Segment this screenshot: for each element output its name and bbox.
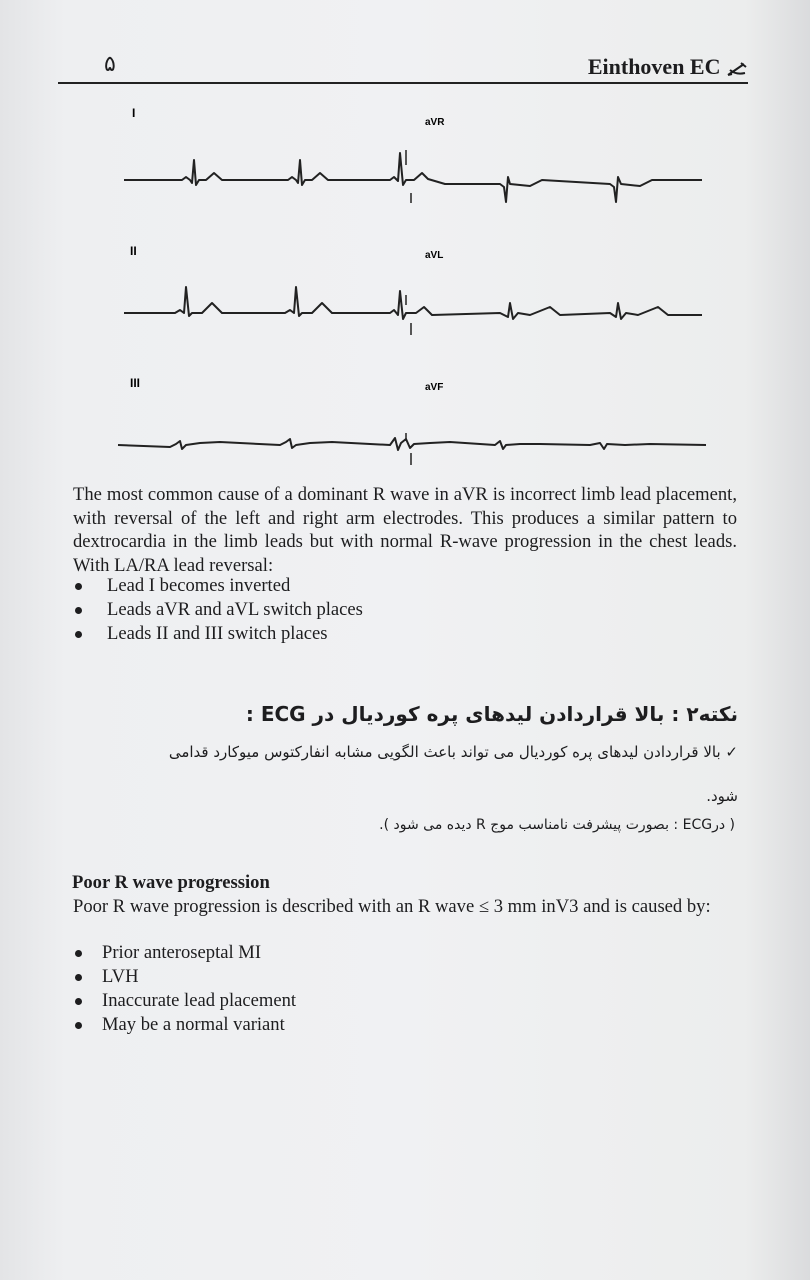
ecg-trace-row1 [124, 153, 702, 202]
persian-note-heading: نکته۲ : بالا قراردادن لیدهای پره کوردیال در ECG : [245, 702, 738, 726]
list-item: Prior anteroseptal MI [72, 941, 296, 965]
lead-label-avr: aVR [425, 117, 445, 128]
list-item: Leads aVR and aVL switch places [72, 598, 363, 622]
section-heading-poor-r-wave: Poor R wave progression [72, 872, 270, 893]
header-rule [58, 82, 748, 84]
paragraph-limb-lead-reversal: The most common cause of a dominant R wave in aVR is incorrect limb lead placement, with reversal of the left and right arm electrodes. This produces a similar pattern to dextrocardia in the limb leads but with normal R-wave progression in the chest leads. With LA/RA lead reversal: [73, 484, 737, 576]
ecg-trace-row2 [124, 287, 702, 319]
running-header-title: Einthoven EC [587, 54, 721, 79]
lead-label-avl: aVL [425, 250, 444, 261]
list-item: Lead I becomes inverted [72, 574, 363, 598]
ecg-trace-row3 [118, 438, 706, 450]
lead-label-i: I [132, 106, 136, 120]
running-header [588, 54, 748, 80]
bullet-list-lead-reversal [72, 574, 363, 646]
page-number: ۵ [104, 52, 116, 77]
ecg-figure [110, 105, 710, 475]
checkmark-icon: ✓ [725, 743, 738, 761]
persian-note-text [78, 742, 738, 762]
pen-icon [726, 61, 748, 77]
persian-note-line3: ( درECG : بصورت پیشرفت نامناسب موج R دیده می شود ). [379, 817, 735, 833]
lead-label-iii: III [130, 376, 141, 390]
persian-note-line1: بالا قراردادن لیدهای پره کوردیال می تواند باعث الگویی مشابه انفارکتوس میوکارد قدامی [168, 743, 721, 761]
persian-note-line2: شود. [706, 787, 738, 805]
lead-label-avf: aVF [425, 382, 444, 393]
lead-label-ii: II [130, 244, 137, 258]
list-item: LVH [72, 965, 296, 989]
list-item: Leads II and III switch places [72, 622, 363, 646]
paragraph-poor-r-wave: Poor R wave progression is described with an R wave ≤ 3 mm inV3 and is caused by: [73, 896, 711, 917]
bullet-list-poor-r-wave [72, 941, 296, 1037]
list-item: May be a normal variant [72, 1013, 296, 1037]
list-item: Inaccurate lead placement [72, 989, 296, 1013]
